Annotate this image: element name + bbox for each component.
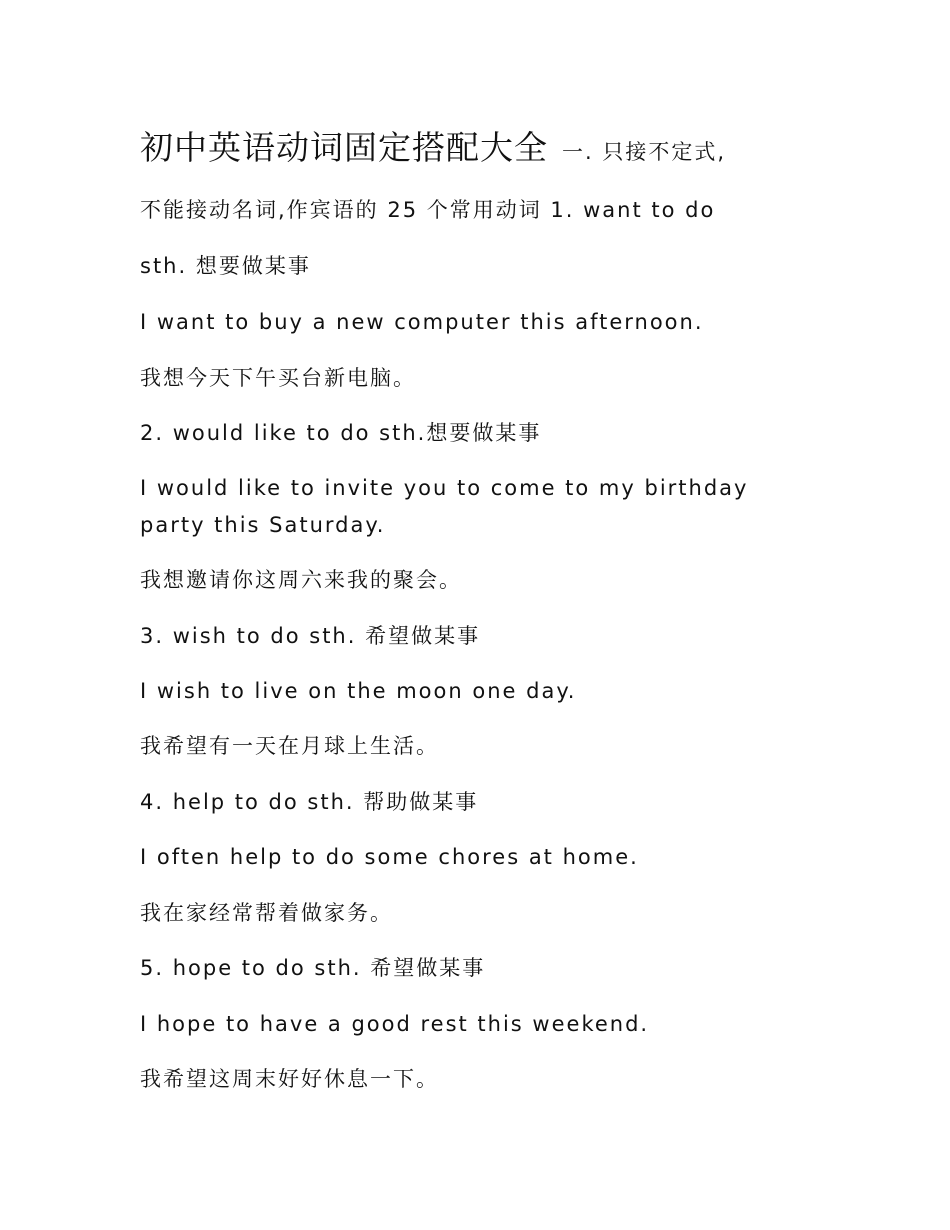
- text-line: I often help to do some chores at home.: [140, 845, 639, 869]
- text-line: 我在家经常帮着做家务。: [140, 901, 393, 925]
- text-line: party this Saturday.: [140, 513, 386, 537]
- text-line: 我希望有一天在月球上生活。: [140, 734, 439, 758]
- text-line: 我希望这周末好好休息一下。: [140, 1067, 439, 1091]
- text-line: 不能接动名词,作宾语的 25 个常用动词 1. want to do: [140, 198, 716, 222]
- title-main: 初中英语动词固定搭配大全: [140, 128, 548, 167]
- document-title: [140, 128, 726, 168]
- text-line: I would like to invite you to come to my birthday: [140, 476, 749, 500]
- text-line: I wish to live on the moon one day.: [140, 679, 577, 703]
- title-tail: 一. 只接不定式,: [562, 140, 727, 164]
- text-line: I hope to have a good rest this weekend.: [140, 1012, 650, 1036]
- text-line: 我想邀请你这周六来我的聚会。: [140, 568, 462, 592]
- text-line: 我想今天下午买台新电脑。: [140, 366, 416, 390]
- text-line: 5. hope to do sth. 希望做某事: [140, 956, 486, 980]
- text-line: I want to buy a new computer this afternoon.: [140, 310, 704, 334]
- text-line: 3. wish to do sth. 希望做某事: [140, 624, 481, 648]
- text-line: sth. 想要做某事: [140, 254, 311, 278]
- text-line: 4. help to do sth. 帮助做某事: [140, 790, 479, 814]
- text-line: 2. would like to do sth.想要做某事: [140, 421, 542, 445]
